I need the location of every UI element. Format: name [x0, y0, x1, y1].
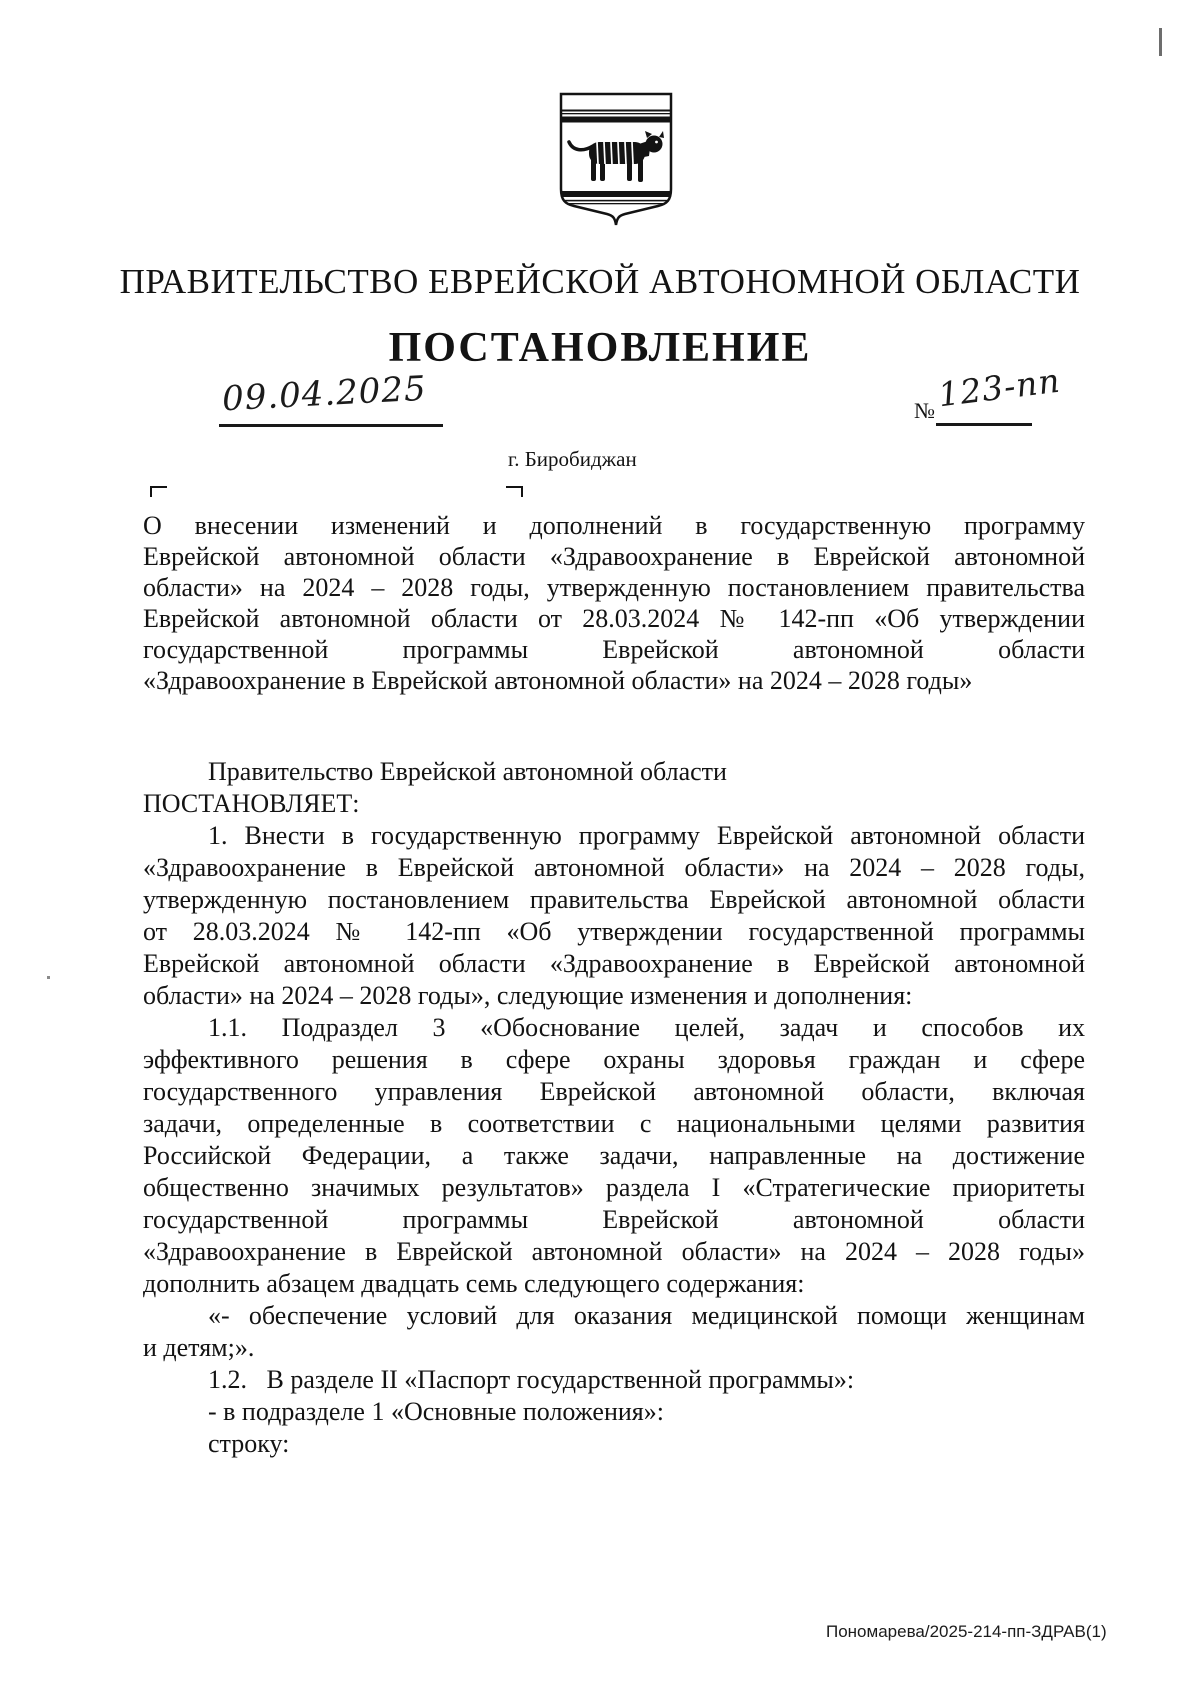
- text-line: «Здравоохранение в Еврейской автономной области» на 2024 – 2028 годы,: [143, 853, 1085, 882]
- text-line: Российской Федерации, а также задачи, направленные на достижение: [143, 1141, 1085, 1170]
- text-line: ПОСТАНОВЛЯЕТ:: [143, 789, 360, 818]
- text-line: области» на 2024 – 2028 годы, утвержденную постановлением правительства: [143, 573, 1085, 602]
- text-line: Правительство Еврейской автономной области: [208, 757, 727, 786]
- date-underline: [219, 424, 443, 427]
- document-type-title: ПОСТАНОВЛЕНИЕ: [388, 325, 812, 371]
- document-title: [143, 510, 1085, 696]
- text-line: задачи, определенные в соответствии с национальными целями развития: [143, 1109, 1085, 1138]
- text-line: 1.1. Подраздел 3 «Обоснование целей, задач и способов их: [208, 1013, 1085, 1042]
- issuing-authority-title: ПРАВИТЕЛЬСТВО ЕВРЕЙСКОЙ АВТОНОМНОЙ ОБЛАСТИ: [119, 262, 1081, 301]
- text-line: государственной программы Еврейской автономной области: [143, 635, 1085, 664]
- corner-mark-right: [506, 486, 523, 497]
- text-line: 1. Внести в государственную программу Еврейской автономной области: [208, 821, 1085, 850]
- city-line: г. Биробиджан: [508, 447, 637, 471]
- text-line: области» на 2024 – 2028 годы», следующие изменения и дополнения:: [143, 981, 913, 1010]
- number-underline: [936, 423, 1032, 426]
- document-number-label: №: [914, 398, 935, 423]
- text-line: государственного управления Еврейской автономной области, включая: [143, 1077, 1085, 1106]
- text-line: «Здравоохранение в Еврейской автономной области» на 2024 – 2028 годы»: [143, 1237, 1085, 1266]
- text-line: строку:: [208, 1429, 290, 1458]
- text-line: О внесении изменений и дополнений в государственную программу: [143, 511, 1085, 540]
- text-line: эффективного решения в сфере охраны здоровья граждан и сфере: [143, 1045, 1085, 1074]
- text-line: Еврейской автономной области «Здравоохранение в Еврейской автономной: [143, 949, 1085, 978]
- scan-dot-artifact: [47, 976, 50, 979]
- footer-reference: Пономарева/2025-214-пп-ЗДРАВ(1): [826, 1622, 1107, 1641]
- text-line: государственной программы Еврейской автономной области: [143, 1205, 1085, 1234]
- text-line: «- обеспечение условий для оказания медицинской помощи женщинам: [208, 1301, 1085, 1330]
- text-line: Еврейской автономной области «Здравоохранение в Еврейской автономной: [143, 542, 1085, 571]
- text-line: и детям;».: [143, 1333, 255, 1362]
- scan-line-artifact: [1159, 28, 1162, 56]
- text-line: общественно значимых результатов» раздела I «Стратегические приоритеты: [143, 1173, 1085, 1202]
- text-line: от 28.03.2024 № 142-пп «Об утверждении государственной программы: [143, 917, 1085, 946]
- text-line: дополнить абзацем двадцать семь следующего содержания:: [143, 1269, 805, 1298]
- handwritten-document-number: 123-пп: [936, 360, 1063, 415]
- corner-mark-left: [150, 486, 167, 497]
- resolution-body: [143, 756, 1085, 1460]
- text-line: Еврейской автономной области от 28.03.2024 № 142-пп «Об утверждении: [143, 604, 1085, 633]
- text-line: - в подразделе 1 «Основные положения»:: [208, 1397, 664, 1426]
- coat-of-arms-tiger-icon: [559, 92, 673, 232]
- text-line: «Здравоохранение в Еврейской автономной области» на 2024 – 2028 годы»: [143, 666, 973, 695]
- handwritten-date: 09.04.2025: [221, 368, 428, 420]
- text-line: утвержденную постановлением правительства Еврейской автономной области: [143, 885, 1085, 914]
- text-line: 1.2. В разделе II «Паспорт государственной программы»:: [208, 1365, 855, 1394]
